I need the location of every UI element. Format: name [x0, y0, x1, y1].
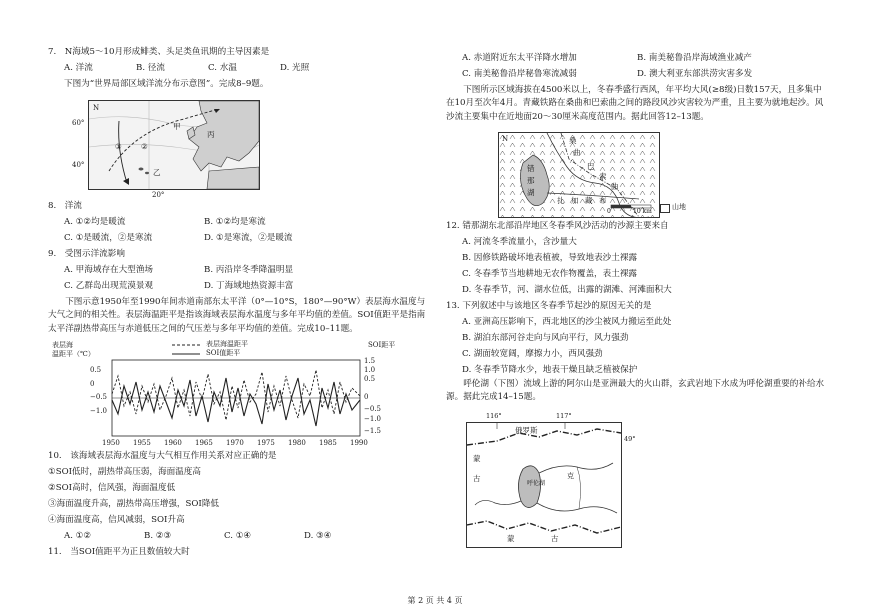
map1-label-n: N — [93, 104, 100, 112]
q10-option-b: B. ②③ — [144, 531, 172, 541]
q12-option-c: C. 冬春季节当地耕地无农作物覆盖，表土裸露 — [462, 269, 638, 279]
q8-stem: 8. 洋流 — [48, 201, 82, 211]
map2-lake-1: 错 — [527, 164, 535, 173]
q7-option-c: C. 水温 — [208, 63, 237, 73]
q11-stem: 11. 当SOI值距平为正且数值较大时 — [48, 547, 190, 557]
chart-right-tick: 1.0 — [364, 366, 376, 374]
q8-options-row2 — [64, 232, 293, 245]
map3-label-russia: 俄罗斯 — [515, 426, 538, 435]
q12-stem: 12. 错那湖东北部沿岸地区冬春季风沙活动的沙源主要来自 — [446, 221, 669, 231]
map2-river-2: 曲 — [573, 148, 581, 157]
chart-left-tick: −1.0 — [90, 407, 107, 415]
map2-lake-2: 那 — [527, 176, 535, 185]
q9-options-row2 — [64, 280, 293, 293]
chart-right-tick: 1.5 — [364, 357, 376, 365]
chart-x-tick: 1955 — [133, 439, 151, 447]
q10-options — [64, 530, 331, 543]
map2-river-5: 曲 — [611, 182, 619, 191]
map2-legend-mountain-swatch — [660, 204, 670, 213]
q10-statement-2: ②SOI高时，信风强，海面温度低 — [48, 483, 176, 493]
map3-mongolia-b2: 古 — [551, 534, 559, 543]
map3-lat-49: 49° — [624, 435, 636, 443]
map1-lat-40: 40° — [72, 161, 85, 169]
map2-river-9: 布 — [599, 196, 607, 205]
q9-option-b: B. 丙沿岸冬季降温明显 — [204, 265, 294, 275]
chart-ylabel-left-1: 表层海 — [52, 341, 73, 349]
q13-option-a: A. 亚洲高压影响下，西北地区的沙尘被风力搬运至此处 — [462, 317, 672, 327]
intro-10-11: 下图示意1950年至1990年间赤道南部东太平洋（0°—10°S，180°—90°W）表层海水温度与大气之间的相关性。表层海温距平是指该海域表层海水温度与多年平均值的差值。SOI值距平是指南太平洋副热带高压与赤道低压之间的气压差与多年平均值的差值。完成10–11题。 — [48, 297, 426, 334]
q11-option-c: C. 南美秘鲁沿岸秘鲁寒流减弱 — [462, 69, 577, 79]
chart-x-tick: 1975 — [257, 439, 275, 447]
chart-left-tick: 0.5 — [90, 366, 102, 374]
map2-river-1: 桑 — [569, 136, 577, 145]
chart-right-tick: 0.5 — [364, 375, 376, 383]
map2-lake-3: 湖 — [527, 188, 535, 197]
map3-mongolia-1: 蒙 — [473, 454, 481, 463]
map1-label-2: ② — [141, 142, 148, 151]
q8-option-b: B. ①②均是寒流 — [204, 217, 266, 227]
q11-option-b: B. 南美秘鲁沿岸海域渔业减产 — [637, 53, 752, 63]
q8-option-a: A. ①②均是暖流 — [64, 217, 126, 227]
map2-river-8: 藏 — [585, 196, 593, 205]
map1-label-a: 甲 — [173, 122, 181, 131]
ocean-current-map — [88, 100, 260, 190]
chart-left-tick: 0 — [90, 380, 95, 388]
map1-label-b: 乙 — [153, 168, 161, 177]
chart-right-tick: −1.5 — [364, 427, 381, 435]
map2-legend-mountain: 山地 — [672, 203, 686, 211]
map3-mongolia-b1: 蒙 — [507, 534, 515, 543]
hulun-lake-map — [466, 422, 622, 548]
cuona-lake-map-drawing — [499, 133, 659, 217]
q12-option-d: D. 冬春季节，河、湖水位低，出露的湖滩、河滩面积大 — [462, 285, 672, 295]
chart-ylabel-left-2: 温距平（℃） — [52, 350, 95, 358]
chart-x-tick: 1980 — [288, 439, 306, 447]
q12-option-b: B. 因修铁路破坏地表植被，导致地表沙土裸露 — [462, 253, 638, 263]
soi-line — [112, 378, 360, 426]
map3-lon-117: 117° — [556, 412, 572, 420]
q7-options — [64, 62, 309, 75]
legend-soi-label: SOI值距平 — [206, 349, 241, 357]
q7-stem: 7. N海域5～10月形成鲱类、头足类鱼讯期的主导因素是 — [48, 47, 270, 57]
q9-options-row1 — [64, 264, 293, 277]
chart-x-tick: 1990 — [350, 439, 368, 447]
q8-option-d: D. ①是寒流，②是暖流 — [204, 233, 293, 243]
q11-options-row1 — [462, 52, 752, 65]
map2-river-7: 加 — [571, 196, 579, 205]
q10-statement-3: ③海面温度升高，副热带高压增强，SOI降低 — [48, 499, 220, 509]
q13-option-b: B. 湖泊东部河谷走向与风向平行，风力强劲 — [462, 333, 629, 343]
chart-x-tick: 1985 — [319, 439, 337, 447]
q11-option-d: D. 澳大利亚东部洪涝灾害多发 — [637, 69, 753, 79]
map2-scale-10: 10 km — [633, 208, 652, 215]
chart-right-tick: 0 — [364, 393, 369, 401]
chart-x-tick: 1965 — [195, 439, 213, 447]
map3-lon-116: 116° — [486, 412, 502, 420]
q13-option-c: C. 湖面较宽阔，摩擦力小，西风强劲 — [462, 349, 603, 359]
map2-scale-0: 0 — [607, 208, 611, 215]
map2-river-3: 巴 — [587, 162, 595, 171]
q7-option-a: A. 洋流 — [64, 63, 93, 73]
q10-stem: 10. 该海域表层海水温度与大气相互作用关系对应正确的是 — [48, 451, 277, 461]
intro-8-9: 下图为“世界局部区域洋流分布示意图”。完成8–9题。 — [64, 79, 269, 89]
map2-river-4: 索 — [599, 172, 607, 181]
q8-option-c: C. ①是暖流，②是寒流 — [64, 233, 153, 243]
map1-label-c: 丙 — [207, 130, 215, 139]
sst-soi-chart — [52, 340, 412, 448]
map3-label-river: 克 — [567, 472, 574, 480]
chart-x-tick: 1950 — [102, 439, 120, 447]
q7-option-b: B. 径流 — [136, 63, 165, 73]
q7-option-d: D. 光照 — [280, 63, 310, 73]
chart-x-tick: 1960 — [164, 439, 182, 447]
q13-stem: 13. 下列叙述中与该地区冬春季节起沙的原因无关的是 — [446, 301, 652, 311]
intro-12-13: 下图所示区域海拔在4500米以上，冬春季盛行西风，年平均大风(≥8级)日数157天，且多集中在10月至次年4月。青藏铁路在桑曲和巴索曲之间的路段风沙灾害较为严重，且主要为就地起沙。风沙流主要集中在近地面20～30厘米高度范围内。据此回答12–13题。 — [446, 85, 824, 122]
q8-options-row1 — [64, 216, 266, 229]
q13-option-d: D. 冬春季节降水少，地表干燥且缺乏植被保护 — [462, 365, 638, 375]
q10-statement-4: ④海面温度高，信风减弱，SOI升高 — [48, 515, 185, 525]
map2-river-6: 扎 — [557, 196, 565, 205]
chart-right-tick: −1.0 — [364, 415, 381, 423]
map3-mongolia-2: 古 — [473, 474, 481, 483]
q11-options-row2 — [462, 68, 752, 81]
q9-option-c: C. 乙群岛出现荒漠景观 — [64, 281, 154, 291]
page-footer: 第 2 页 共 4 页 — [407, 596, 463, 605]
map1-label-1: ① — [115, 142, 122, 151]
chart-ylabel-right: SOI距平 — [368, 341, 396, 349]
chart-left-tick: −0.5 — [90, 393, 107, 401]
intro-14-15: 呼伦湖（下图）流域上游的阿尔山是亚洲最大的火山群，玄武岩地下水成为呼伦湖重要的补给水源。据此完成14–15题。 — [446, 379, 825, 403]
q9-option-d: D. 丁海域地热资源丰富 — [204, 281, 294, 291]
map1-lat-60: 60° — [72, 119, 85, 127]
chart-x-tick: 1970 — [226, 439, 244, 447]
q10-option-c: C. ①④ — [224, 531, 252, 541]
q9-option-a: A. 甲海域存在大型渔场 — [64, 265, 154, 275]
q12-option-a: A. 河流冬季流量小，含沙量大 — [462, 237, 577, 247]
q10-option-a: A. ①② — [64, 531, 92, 541]
legend-sst-label: 表层海温距平 — [206, 340, 248, 348]
q10-statement-1: ①SOI低时，副热带高压弱，海面温度高 — [48, 467, 201, 477]
chart-right-tick: −0.5 — [364, 405, 381, 413]
map3-label-lake: 呼伦湖 — [527, 480, 546, 487]
q10-option-d: D. ③④ — [304, 531, 332, 541]
q9-stem: 9. 受图示洋流影响 — [48, 249, 125, 259]
map2-label-n: N — [502, 135, 509, 143]
cuona-lake-map — [498, 132, 660, 218]
q11-option-a: A. 赤道附近东太平洋降水增加 — [462, 53, 577, 63]
map1-lon-20: 20° — [152, 191, 165, 199]
